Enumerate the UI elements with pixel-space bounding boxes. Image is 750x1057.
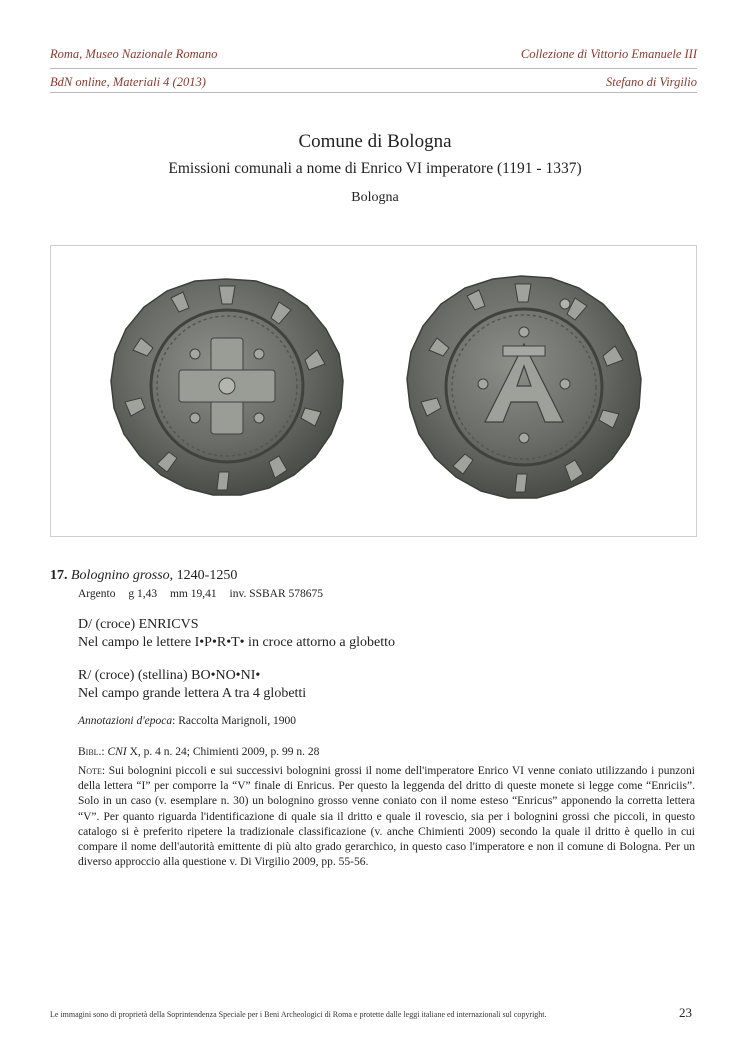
coin-date: , 1240-1250	[169, 568, 238, 583]
running-header-bottom	[50, 75, 697, 90]
page-number: 23	[679, 1005, 692, 1020]
obverse-legend: D/ (croce) ENRICVS	[78, 617, 199, 632]
reverse-legend: R/ (croce) (stellina) BO•NO•NI•	[78, 668, 261, 683]
header-museum: Roma, Museo Nazionale Romano	[50, 47, 218, 61]
copyright-footer: Le immagini sono di proprietà della Soprintendenza Speciale per i Beni Archeologici di Roma e protette dalle leggi italiane ed internazionali sul copyright.	[50, 1010, 547, 1019]
coin-obverse-image	[111, 279, 343, 495]
bibl-cni: CNI	[107, 746, 127, 758]
annotation-text: : Raccolta Marignoli, 1900	[172, 715, 297, 727]
bibliography	[78, 746, 319, 758]
running-header-top	[50, 47, 697, 62]
coin-metal: Argento	[78, 588, 116, 600]
coin-inventory: inv. SSBAR 578675	[229, 588, 324, 600]
period-annotations	[78, 715, 296, 727]
header-rule	[50, 68, 697, 69]
coin-weight: g 1,43	[128, 588, 158, 600]
note-paragraph	[78, 764, 695, 870]
reverse-field: Nel campo grande lettera A tra 4 globetti	[78, 686, 307, 701]
mint-name: Bologna	[351, 190, 399, 205]
header-author: Stefano di Virgilio	[606, 75, 697, 89]
obverse-field: Nel campo le lettere I•P•R•T• in croce attorno a globetto	[78, 635, 395, 650]
header-journal: BdN online, Materiali 4 (2013)	[50, 75, 206, 89]
page-title: Comune di Bologna	[298, 131, 452, 152]
note-text: Sui bolognini piccoli e sui successivi bolognini grossi il nome dell'imperatore Enrico VI venne coniato utilizzando i punzoni della lettera “I” per comporre la “V” finale di Enricus. Per questo la leggenda del dritto di queste monete si legge come “Enriciis”. Solo in un caso (v. esemplare n. 30) un bolognino grosso venne coniato con il nome esteso “Enricus” apponendo la corretta lettera “V”. Per quanto riguarda l'identificazione di quale sia il dritto e quale il rovescio, sia per i bolognini grossi che piccoli, in questo catalogo si è preferito ripetere la tradizionale classificazione (v. anche Chimienti 2009) secondo la quale il dritto è quello in cui compare il nome dell'autorità emittente di più alto grado gerarchico, in questo caso l'imperatore e non il comune di Bologna. Per un diverso approccio alla questione v. Di Virgilio 2009, pp. 55-56.	[78, 765, 695, 869]
header-collection: Collezione di Vittorio Emanuele III	[520, 47, 697, 61]
entry-heading	[50, 568, 237, 584]
entry-number: 17.	[50, 568, 68, 583]
note-label: Note:	[78, 765, 106, 777]
coin-diameter: mm 19,41	[169, 588, 217, 600]
coin-reverse-image	[407, 276, 641, 498]
coin-photo	[50, 245, 697, 537]
section-subtitle: Emissioni comunali a nome di Enrico VI imperatore (1191 - 1337)	[168, 160, 582, 177]
bibl-label: Bibl.:	[78, 746, 105, 758]
coin-type: Bolognino grosso	[71, 568, 170, 583]
annotation-label: Annotazioni d'epoca	[78, 715, 173, 727]
header-rule-bottom	[50, 92, 697, 93]
coin-metadata	[78, 588, 333, 600]
bibl-text: X, p. 4 n. 24; Chimienti 2009, p. 99 n. 28	[126, 746, 320, 758]
